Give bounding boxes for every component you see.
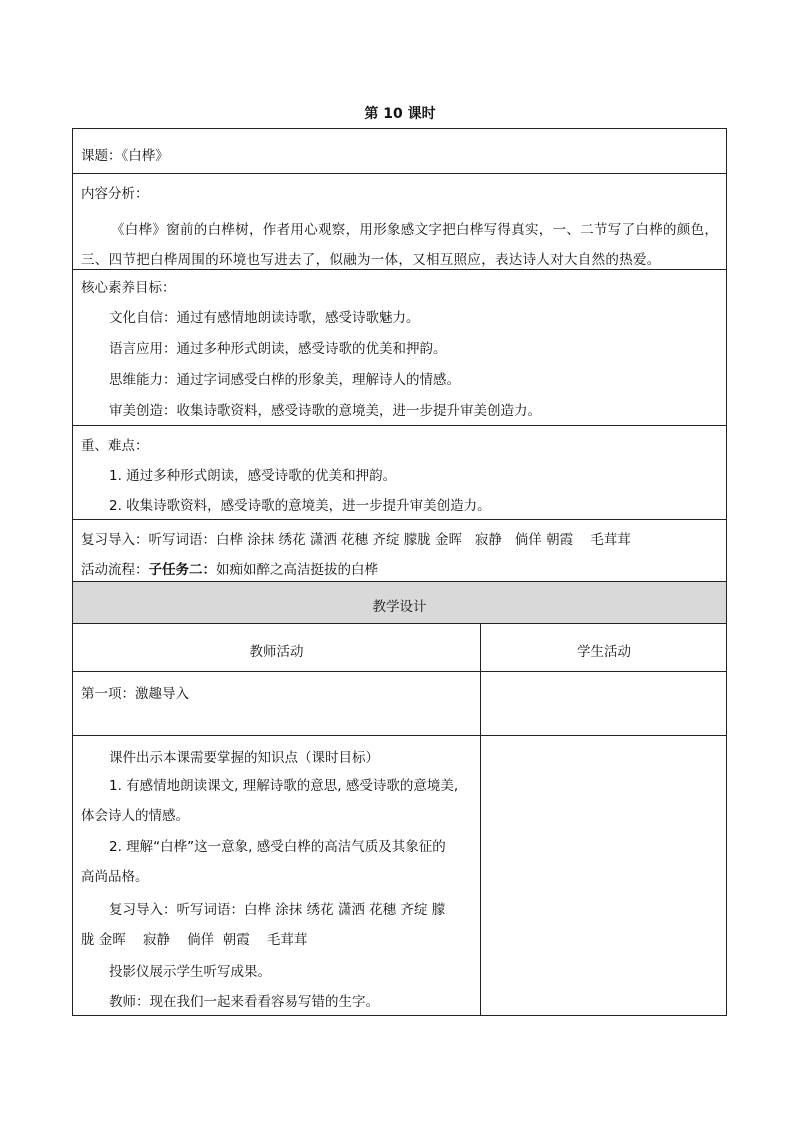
core-goal-1: 文化自信：通过有感情地朗读诗歌，感受诗歌魅力。 [109, 310, 420, 326]
teacher-line-4: 2. 理解“白桦”这一意象, 感受白桦的高洁气质及其象征的 [109, 839, 446, 855]
section-1-title: 第一项：激趣导入 [81, 686, 189, 702]
teacher-line-9: 教师：现在我们一起来看看容易写错的生字。 [109, 994, 379, 1010]
core-goal-3: 思维能力：通过字词感受白桦的形象美，理解诗人的情感。 [109, 372, 460, 388]
teacher-line-7: 胧 金晖 寂静 倘佯 朝霞 毛茸茸 [81, 932, 308, 948]
page-title: 第 10 课时 [364, 106, 436, 122]
topic-row [72, 128, 727, 174]
teacher-line-8: 投影仪展示学生听写成果。 [109, 964, 271, 980]
column-divider [480, 672, 481, 735]
review-row [72, 520, 727, 582]
activity-flow-task: 子任务二： [148, 562, 216, 578]
section-1-row [72, 672, 727, 736]
core-goals-label: 核心素养目标： [81, 280, 176, 296]
teacher-line-6: 复习导入：听写词语：白桦 涂抹 绣花 潇洒 花穗 齐绽 朦 [109, 902, 446, 918]
activity-flow-label: 活动流程： [81, 562, 149, 578]
teacher-line-2: 1. 有感情地朗读课文, 理解诗歌的意思, 感受诗歌的意境美, [109, 778, 459, 794]
topic-label: 课题：《白桦》 [81, 148, 169, 164]
activity-flow [81, 558, 378, 578]
design-header: 教学设计 [372, 599, 427, 615]
teacher-line-1: 课件出示本课需要掌握的知识点（课时目标） [109, 750, 379, 766]
key-point-2: 2. 收集诗歌资料，感受诗歌的意境美，进一步提升审美创造力。 [109, 498, 491, 514]
design-header-row [72, 582, 727, 624]
key-points-row [72, 426, 727, 520]
core-goal-2: 语言应用：通过多种形式朗读，感受诗歌的优美和押韵。 [109, 341, 447, 357]
content-analysis-line-2: 三、四节把白桦周围的环境也写进去了，似融为一体，又相互照应，表达诗人对大自然的热爱。 [81, 252, 661, 268]
teacher-line-5: 高尚品格。 [81, 869, 149, 885]
content-analysis-line-1: 《白桦》窗前的白桦树，作者用心观察，用形象感文字把白桦写得真实，一、二节写了白桦的颜色， [111, 222, 719, 238]
student-activity-header: 学生活动 [577, 644, 631, 660]
column-divider [480, 736, 481, 1015]
content-analysis-label: 内容分析： [81, 186, 149, 202]
key-point-1: 1. 通过多种形式朗读，感受诗歌的优美和押韵。 [109, 468, 397, 484]
core-goals-row [72, 270, 727, 426]
review-words: 复习导入：听写词语：白桦 涂抹 绣花 潇洒 花穗 齐绽 朦胧 金晖 寂静 倘佯 朝霞 毛茸茸 [81, 532, 631, 548]
core-goal-4: 审美创造：收集诗歌资料，感受诗歌的意境美，进一步提升审美创造力。 [109, 403, 541, 419]
teacher-line-3: 体会诗人的情感。 [81, 808, 189, 824]
key-points-label: 重、难点： [81, 438, 149, 454]
column-header-row [72, 624, 727, 672]
content-analysis-row [72, 174, 727, 270]
activity-flow-text: 如痴如醉之高洁挺拔的白桦 [216, 562, 378, 578]
teacher-content-row [72, 736, 727, 1016]
teacher-activity-header: 教师活动 [249, 644, 304, 660]
